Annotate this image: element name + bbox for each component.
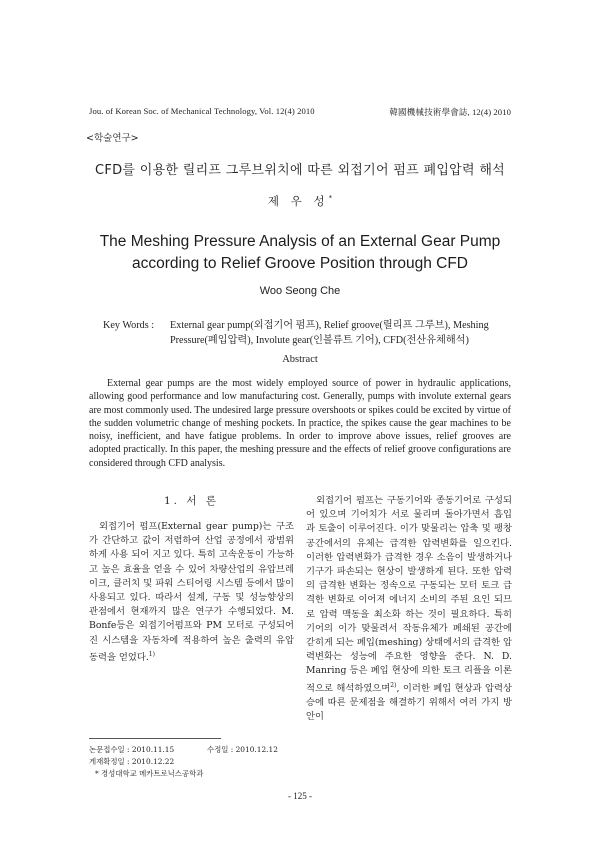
body-right-text-a: 외접기어 펌프는 구동기어와 종동기어로 구성되어 있으며 기어치가 서로 물리며 돌아가면서 흡입과 토출이 이루어진다. 이가 맞물리는 압축 및 팽창공간에서의 유체는 급격한 압력변화를 일으킨다. 이러한 압력변화가 급격한 경우 소음이 발생하거나 기구가 파손되는 현상이 발생하게 된다. 또한 압력의 급격한 변화는 정속으로 구동되는 모터 토크 급격한 변화로 이어져 에너지 소비의 주된 요인 되므로 압력 맥동을 최소화 하는 것이 필요하다. 특히 기어의 이가 맞물려서 작동유체가 폐쇄된 공간에 갇히게 되는 폐입(meshing) 상태에서의 급격한 압력변화는 성능에 주요한 영향을 준다. N. D. Manring 등은 폐입 현상에 의한 토크 리플을 이론적으로 해석하였으며 xyxy=(306,495,512,694)
english-author: Woo Seong Che xyxy=(259,285,341,297)
article-category: <학술연구> xyxy=(86,133,139,144)
footnote-divider xyxy=(89,738,221,739)
accepted-date: 게재확정일 : 2010.12.22 xyxy=(89,757,175,766)
journal-header-right: 韓國機械技術學會誌, 12(4) 2010 xyxy=(389,107,511,117)
footnote-dates-line-1 xyxy=(89,744,278,755)
keywords-block xyxy=(103,318,523,348)
page-number: - 125 - xyxy=(288,791,312,801)
korean-title: CFD를 이용한 릴리프 그루브위치에 따른 외접기어 펌프 폐입압력 해석 xyxy=(94,163,506,178)
section-heading: 1. 서 론 xyxy=(164,495,219,507)
received-date: 논문접수일 : 2010.11.15 xyxy=(89,745,175,754)
english-title-line-1: The Meshing Pressure Analysis of an External Gear Pump xyxy=(99,233,501,250)
author-affiliation: * 경성대학교 메카트로닉스공학과 xyxy=(95,769,204,778)
reference-1: 1) xyxy=(148,650,155,658)
journal-header-left: Jou. of Korean Soc. of Mechanical Technology, Vol. 12(4) 2010 xyxy=(89,106,315,116)
korean-author-name: 제 우 성 xyxy=(267,194,329,208)
keywords-text: External gear pump(외접기어 펌프), Relief groove(릴리프 그루브), Meshing Pressure(폐입압력), Involute gear(인볼류트 기어), CFD(전산유체해석) xyxy=(170,320,489,346)
english-title-line-2: according to Relief Groove Position through CFD xyxy=(132,255,468,272)
author-mark: * xyxy=(328,194,333,203)
body-left-text: 외접기어 펌프(External gear pump)는 구조가 간단하고 값이 저렴하여 산업 공정에서 광범위하게 사용 되어 지고 있다. 특히 고속운동이 가능하고 높은 효율을 얻을 수 있어 차량산업의 유압브레이크, 클러치 및 파워 스티어링 시스템 등에서 많이 사용되고 있다. 따라서 설계, 구동 및 성능향상의 관점에서 현재까지 많은 연구가 수행되었다. M. Bonfe등은 외접기어펌프와 PM 모터로 구성되어진 시스템을 자동차에 적용하여 높은 출력의 유압동력을 얻었다. xyxy=(89,521,294,663)
korean-author xyxy=(0,193,600,209)
keywords-label: Key Words : xyxy=(103,320,155,331)
abstract-heading: Abstract xyxy=(282,354,318,365)
abstract-text: External gear pumps are the most widely employed source of power in hydraulic applications, allowing good performance and low manufacturing cost. Generally, pumps with involute external gears are most commonly used. The undesired large pressure overshoots or spikes could be excited by virtue of the sudden volumetric change of meshing pockets. In practice, the spikes cause the gear machines to be noisy, inefficient, and have fatigue problems. In order to improve above issues, relief grooves are adopted practically. In this paper, the meshing pressure and the effects of relief groove configurations are considered through CFD analysis. xyxy=(89,378,511,469)
body-right-text-b: , 이러한 폐입 현상과 압력상승에 따른 문제점을 해결하기 위해서 여러 가지 방안이 xyxy=(306,682,512,723)
english-title xyxy=(0,231,600,275)
body-left-column xyxy=(89,520,294,665)
reference-2: 2) xyxy=(390,681,397,689)
body-right-column xyxy=(306,494,512,724)
revised-date: 수정일 : 2010.12.12 xyxy=(207,745,278,754)
